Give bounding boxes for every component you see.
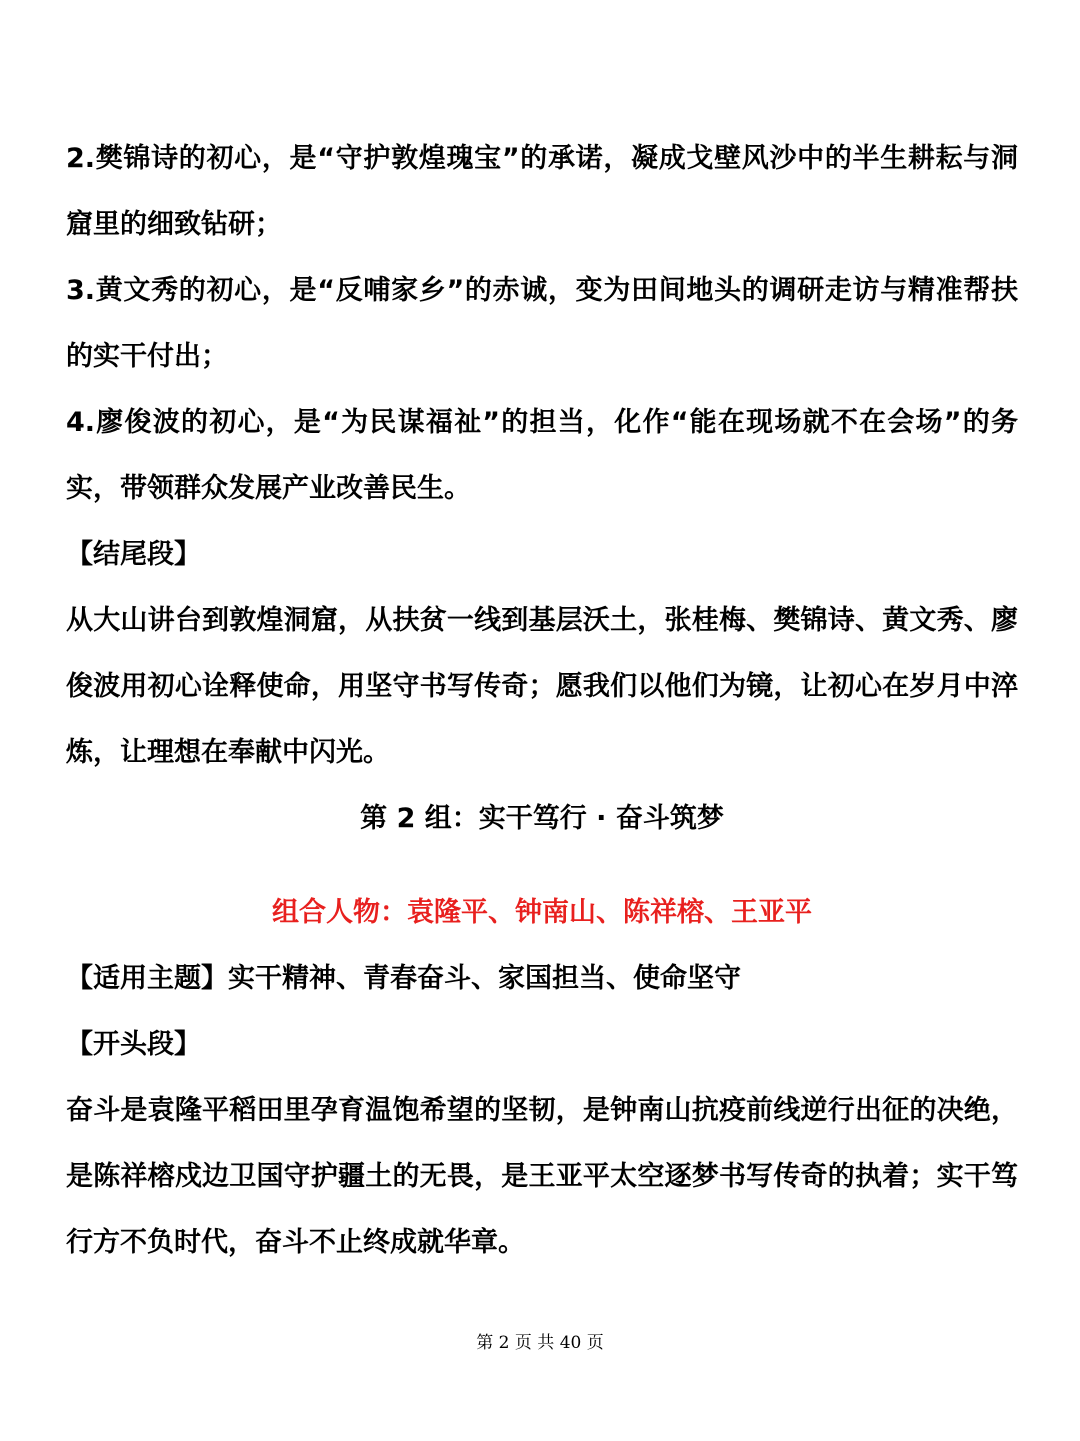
group-people: 组合人物：袁隆平、钟南山、陈祥榕、王亚平	[272, 897, 812, 928]
paragraph-fan-jinshi: 2.樊锦诗的初心，是“守护敦煌瑰宝”的承诺，凝成戈壁风沙中的半生耕耘与洞窟里的细致钻研；	[66, 143, 1018, 240]
paragraph-ending: 从大山讲台到敦煌洞窟，从扶贫一线到基层沃土，张桂梅、樊锦诗、黄文秀、廖俊波用初心诠释使命，用坚守书写传奇；愿我们以他们为镜，让初心在岁月中淬炼，让理想在奉献中闪光。	[66, 605, 1018, 768]
applicable-themes: 【适用主题】实干精神、青春奋斗、家国担当、使命坚守	[66, 963, 741, 994]
paragraph-huang-wenxiu: 3.黄文秀的初心，是“反哺家乡”的赤诚，变为田间地头的调研走访与精准帮扶的实干付出；	[66, 275, 1018, 372]
section-label-ending: 【结尾段】	[66, 539, 201, 570]
group-title: 第 2 组：实干笃行 · 奋斗筑梦	[360, 803, 724, 834]
document-page	[66, 126, 1018, 1276]
section-label-opening: 【开头段】	[66, 1029, 201, 1060]
paragraph-opening: 奋斗是袁隆平稻田里孕育温饱希望的坚韧，是钟南山抗疫前线逆行出征的决绝，是陈祥榕戍边卫国守护疆土的无畏，是王亚平太空逐梦书写传奇的执着；实干笃行方不负时代，奋斗不止终成就华章。	[66, 1095, 1018, 1258]
page-footer: 第 2 页 共 40 页	[476, 1333, 604, 1353]
paragraph-liao-junbo: 4.廖俊波的初心，是“为民谋福祉”的担当，化作“能在现场就不在会场”的务实，带领群众发展产业改善民生。	[66, 407, 1018, 504]
